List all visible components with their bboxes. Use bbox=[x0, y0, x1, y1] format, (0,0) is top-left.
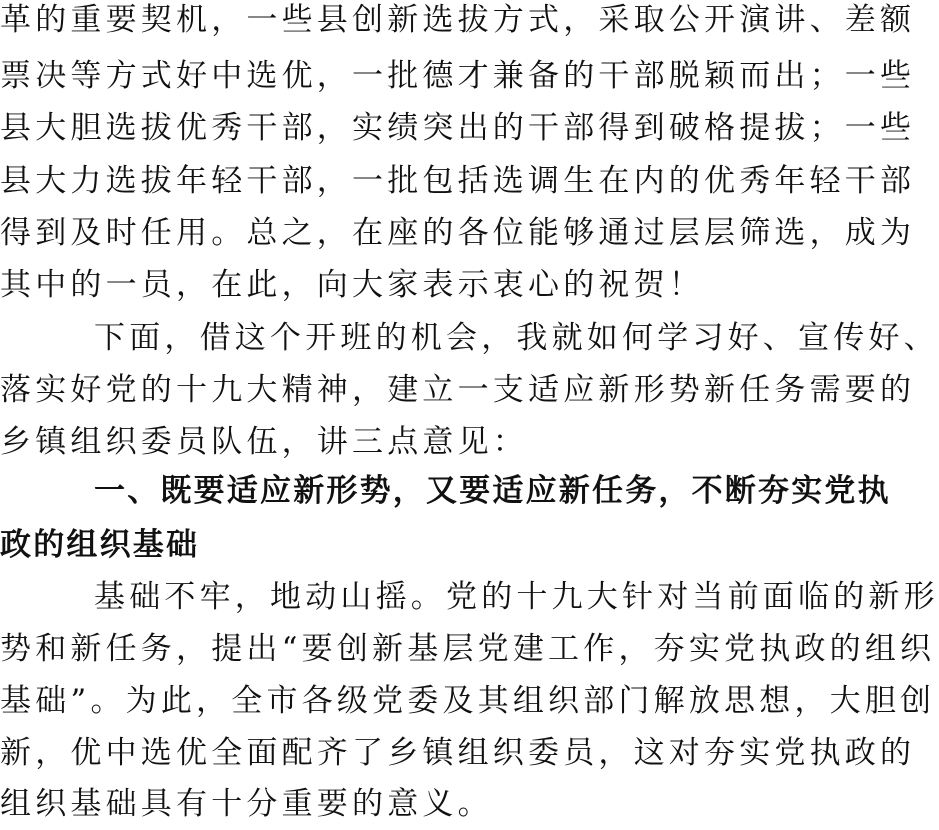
body-text-line: 新，优中选优全面配齐了乡镇组织委员，这对夯实党执政的 bbox=[0, 735, 916, 771]
body-text-line: 落实好党的十九大精神，建立一支适应新形势新任务需要的 bbox=[0, 372, 916, 408]
paragraph-first-line: 下面，借这个开班的机会，我就如何学习好、宣传好、 bbox=[94, 320, 939, 356]
body-text-line: 票决等方式好中选优，一批德才兼备的干部脱颖而出；一些 bbox=[0, 58, 916, 94]
section-heading-line: 一、既要适应新形势，又要适应新任务，不断夯实党执 bbox=[94, 473, 891, 509]
paragraph-first-line: 基础不牢，地动山摇。党的十九大针对当前面临的新形 bbox=[94, 579, 939, 615]
body-text-line: 其中的一员，在此，向大家表示衷心的祝贺！ bbox=[0, 267, 704, 303]
section-heading-line: 政的组织基础 bbox=[0, 527, 200, 563]
body-text-line: 县大胆选拔优秀干部，实绩突出的干部得到破格提拔；一些 bbox=[0, 110, 916, 146]
body-text-line: 县大力选拔年轻干部，一批包括选调生在内的优秀年轻干部 bbox=[0, 163, 916, 199]
body-text-line: 乡镇组织委员队伍，讲三点意见： bbox=[0, 424, 528, 460]
body-text-line: 基础”。为此，全市各级党委及其组织部门解放思想，大胆创 bbox=[0, 683, 936, 719]
body-text-line: 组织基础具有十分重要的意义。 bbox=[0, 786, 493, 822]
body-text-line: 得到及时任用。总之，在座的各位能够通过层层筛选，成为 bbox=[0, 215, 916, 251]
body-text-line: 势和新任务，提出“要创新基层党建工作，夯实党执政的组织 bbox=[0, 631, 936, 667]
body-text-line: 革的重要契机，一些县创新选拔方式，采取公开演讲、差额 bbox=[0, 2, 916, 38]
